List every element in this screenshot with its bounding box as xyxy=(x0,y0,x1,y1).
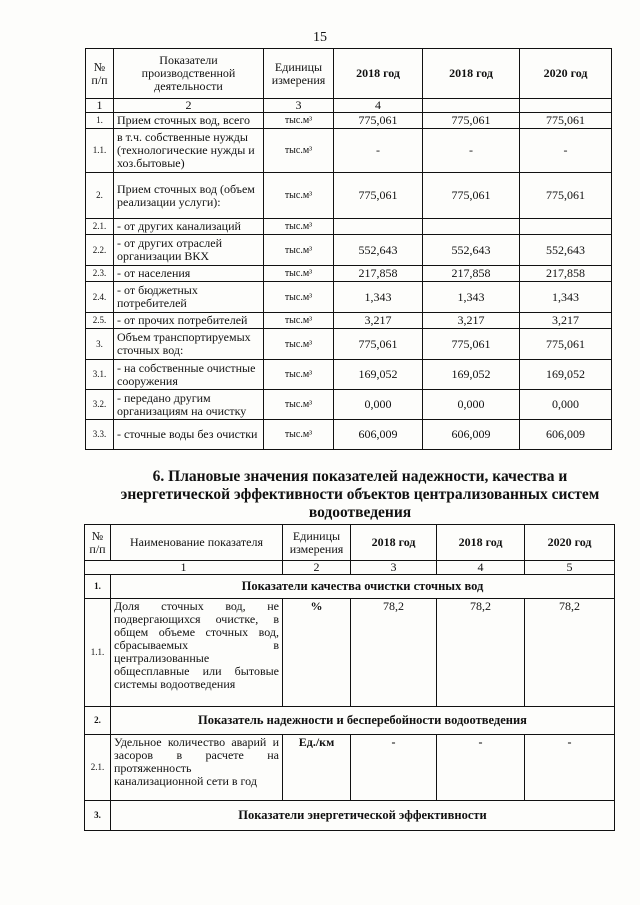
row-unit: тыс.м³ xyxy=(264,313,334,329)
table-header-row xyxy=(85,525,615,561)
col-number: 2 xyxy=(114,99,264,113)
header-year-3: 2020 год xyxy=(525,525,615,561)
row-value-3: - xyxy=(525,735,615,801)
row-name: Прием сточных вод, всего xyxy=(114,113,264,129)
row-unit: тыс.м³ xyxy=(264,129,334,173)
row-value-2: 78,2 xyxy=(437,599,525,707)
row-value-3: 1,343 xyxy=(520,282,612,313)
row-unit: тыс.м³ xyxy=(264,266,334,282)
header-num: № п/п xyxy=(86,49,114,99)
section-row xyxy=(85,801,615,831)
row-num: 3.3. xyxy=(86,420,114,450)
row-value-3: 775,061 xyxy=(520,329,612,360)
row-value-1: 775,061 xyxy=(334,173,423,219)
table-row xyxy=(86,129,612,173)
row-num: 1.1. xyxy=(86,129,114,173)
header-unit: Единицы измерения xyxy=(264,49,334,99)
section-heading: Показатель надежности и бесперебойности водоотведения xyxy=(111,707,615,735)
row-num: 1.1. xyxy=(85,599,111,707)
table-row xyxy=(86,360,612,390)
row-value-1: 552,643 xyxy=(334,235,423,266)
row-value-3: 0,000 xyxy=(520,390,612,420)
row-name: - от населения xyxy=(114,266,264,282)
row-unit: тыс.м³ xyxy=(264,390,334,420)
row-unit: % xyxy=(283,599,351,707)
table-row xyxy=(86,173,612,219)
row-value-2: 169,052 xyxy=(423,360,520,390)
section-num: 1. xyxy=(85,575,111,599)
col-number: 5 xyxy=(525,561,615,575)
row-value-3 xyxy=(520,219,612,235)
row-num: 2.4. xyxy=(86,282,114,313)
header-year-1: 2018 год xyxy=(351,525,437,561)
row-value-2: - xyxy=(437,735,525,801)
section-num: 2. xyxy=(85,707,111,735)
row-value-1 xyxy=(334,219,423,235)
row-num: 1. xyxy=(86,113,114,129)
col-number: 1 xyxy=(85,561,283,575)
row-value-1: 78,2 xyxy=(351,599,437,707)
row-name: Удельное количество аварий и засоров в расчете на протяженность канализационной сети в год xyxy=(111,735,283,801)
row-value-1: 3,217 xyxy=(334,313,423,329)
table-row xyxy=(86,235,612,266)
row-num: 2.3. xyxy=(86,266,114,282)
row-num: 2. xyxy=(86,173,114,219)
row-name: - от прочих потребителей xyxy=(114,313,264,329)
row-unit: тыс.м³ xyxy=(264,360,334,390)
row-value-2: - xyxy=(423,129,520,173)
row-value-3: 775,061 xyxy=(520,173,612,219)
row-unit: тыс.м³ xyxy=(264,235,334,266)
table-row xyxy=(86,282,612,313)
header-num: № п/п xyxy=(85,525,111,561)
row-num: 3. xyxy=(86,329,114,360)
row-num: 2.1. xyxy=(86,219,114,235)
row-unit: тыс.м³ xyxy=(264,173,334,219)
header-indicator: Наименование показателя xyxy=(111,525,283,561)
empty-cell xyxy=(423,99,520,113)
section-row xyxy=(85,575,615,599)
table-row xyxy=(86,219,612,235)
column-number-row xyxy=(85,561,615,575)
page-number: 15 xyxy=(313,30,327,45)
table-row xyxy=(86,113,612,129)
row-value-1: 217,858 xyxy=(334,266,423,282)
col-number: 4 xyxy=(437,561,525,575)
row-value-1: 775,061 xyxy=(334,329,423,360)
row-unit: тыс.м³ xyxy=(264,219,334,235)
row-name: Прием сточных вод (объем реализации услуги): xyxy=(114,173,264,219)
header-year-2: 2018 год xyxy=(423,49,520,99)
row-name: - сточные воды без очистки xyxy=(114,420,264,450)
header-year-1: 2018 год xyxy=(334,49,423,99)
row-unit: тыс.м³ xyxy=(264,420,334,450)
col-number: 2 xyxy=(283,561,351,575)
row-value-2: 3,217 xyxy=(423,313,520,329)
header-indicator: Показатели производственной деятельности xyxy=(114,49,264,99)
row-name: - передано другим организациям на очистку xyxy=(114,390,264,420)
row-num: 3.2. xyxy=(86,390,114,420)
row-unit: тыс.м³ xyxy=(264,282,334,313)
row-value-2: 217,858 xyxy=(423,266,520,282)
row-unit: Ед./км xyxy=(283,735,351,801)
table-row xyxy=(86,420,612,450)
table-row xyxy=(86,313,612,329)
row-num: 2.2. xyxy=(86,235,114,266)
row-name: - от других канализаций xyxy=(114,219,264,235)
row-value-2: 606,009 xyxy=(423,420,520,450)
row-name: Объем транспортируемых сточных вод: xyxy=(114,329,264,360)
row-value-2: 552,643 xyxy=(423,235,520,266)
row-value-3: - xyxy=(520,129,612,173)
row-name: Доля сточных вод, не подвергающихся очистке, в общем объеме сточных вод, сбрасываемых в централизованные общесплавные или бытовые системы водоотведения xyxy=(111,599,283,707)
row-unit: тыс.м³ xyxy=(264,113,334,129)
row-value-3: 78,2 xyxy=(525,599,615,707)
row-value-1: 606,009 xyxy=(334,420,423,450)
row-name: - на собственные очистные сооружения xyxy=(114,360,264,390)
header-year-2: 2018 год xyxy=(437,525,525,561)
col-number: 3 xyxy=(264,99,334,113)
row-value-1: 169,052 xyxy=(334,360,423,390)
row-value-3: 775,061 xyxy=(520,113,612,129)
col-number: 1 xyxy=(86,99,114,113)
header-unit: Единицы измерения xyxy=(283,525,351,561)
row-value-2: 775,061 xyxy=(423,173,520,219)
row-value-3: 3,217 xyxy=(520,313,612,329)
empty-cell xyxy=(520,99,612,113)
row-value-1: 775,061 xyxy=(334,113,423,129)
row-value-1: 0,000 xyxy=(334,390,423,420)
row-name: в т.ч. собственные нужды (технологические нужды и хоз.бытовые) xyxy=(114,129,264,173)
row-value-2: 1,343 xyxy=(423,282,520,313)
planned-indicators-table xyxy=(84,524,615,831)
row-value-1: 1,343 xyxy=(334,282,423,313)
section-num: 3. xyxy=(85,801,111,831)
row-value-2 xyxy=(423,219,520,235)
column-number-row xyxy=(86,99,612,113)
table-row xyxy=(85,599,615,707)
production-indicators-table xyxy=(85,48,612,450)
table-row xyxy=(86,329,612,360)
section-heading: Показатели качества очистки сточных вод xyxy=(111,575,615,599)
row-value-3: 217,858 xyxy=(520,266,612,282)
table-row xyxy=(85,735,615,801)
row-num: 2.5. xyxy=(86,313,114,329)
header-year-3: 2020 год xyxy=(520,49,612,99)
row-value-2: 0,000 xyxy=(423,390,520,420)
row-num: 3.1. xyxy=(86,360,114,390)
row-value-3: 552,643 xyxy=(520,235,612,266)
row-value-3: 606,009 xyxy=(520,420,612,450)
section-heading: Показатели энергетической эффективности xyxy=(111,801,615,831)
row-value-2: 775,061 xyxy=(423,113,520,129)
col-number: 4 xyxy=(334,99,423,113)
section-6-title: 6. Плановые значения показателей надежности, качества и энергетической эффективности объектов централизованных систем водоотведения xyxy=(120,468,600,521)
row-value-1: - xyxy=(351,735,437,801)
table-header-row xyxy=(86,49,612,99)
row-value-2: 775,061 xyxy=(423,329,520,360)
row-unit: тыс.м³ xyxy=(264,329,334,360)
section-row xyxy=(85,707,615,735)
row-value-3: 169,052 xyxy=(520,360,612,390)
table-row xyxy=(86,266,612,282)
table-row xyxy=(86,390,612,420)
row-name: - от других отраслей организации ВКХ xyxy=(114,235,264,266)
row-value-1: - xyxy=(334,129,423,173)
row-num: 2.1. xyxy=(85,735,111,801)
col-number: 3 xyxy=(351,561,437,575)
row-name: - от бюджетных потребителей xyxy=(114,282,264,313)
